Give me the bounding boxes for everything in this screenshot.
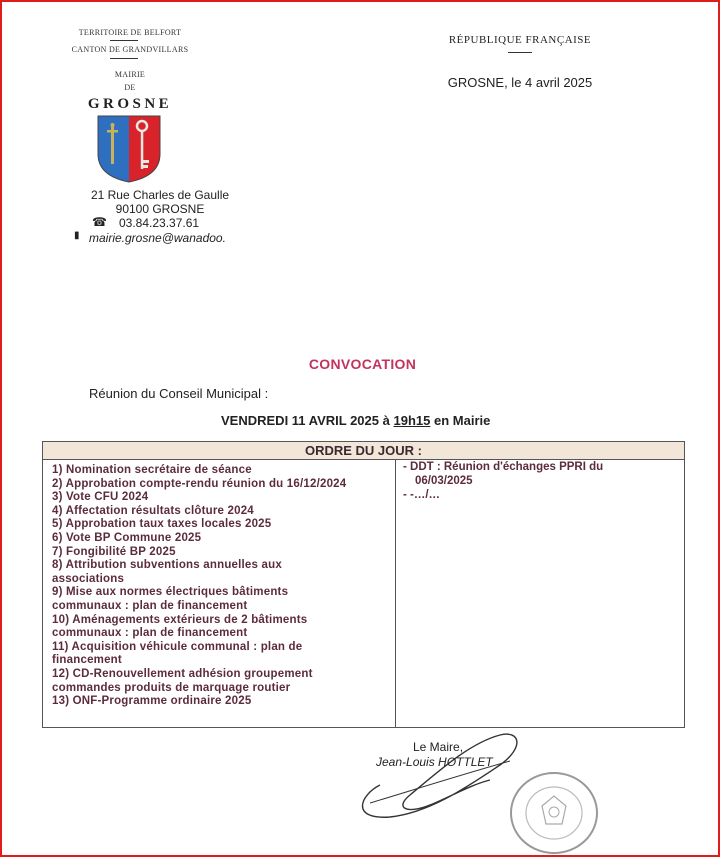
- list-item: 11) Acquisition véhicule communal : plan de: [52, 640, 303, 653]
- meeting-intro: Réunion du Conseil Municipal :: [89, 386, 269, 401]
- list-item: 5) Approbation taux taxes locales 2025: [52, 518, 272, 531]
- list-item: 7) Fongibilité BP 2025: [52, 545, 176, 558]
- de-label: DE: [124, 83, 136, 92]
- signatory-name: Jean-Louis HOTTLET: [376, 755, 493, 769]
- address-city: 90100 GROSNE: [115, 202, 205, 216]
- list-item: commandes produits de marquage routier: [52, 681, 291, 694]
- meeting-day: VENDREDI 11 AVRIL 2025: [221, 413, 379, 428]
- mail-icon: ▮: [74, 230, 80, 241]
- misc-item-date: 06/03/2025: [415, 475, 473, 487]
- meeting-date-line: [221, 413, 490, 428]
- meeting-time: 19h15: [393, 413, 431, 428]
- date-line: GROSNE, le 4 avril 2025: [447, 75, 593, 90]
- address-street: 21 Rue Charles de Gaulle: [90, 188, 230, 202]
- list-item: communaux : plan de financement: [52, 627, 248, 640]
- meeting-place: en Mairie: [433, 413, 491, 428]
- separator: [508, 52, 532, 53]
- territory-label: TERRITOIRE DE BELFORT: [78, 28, 182, 37]
- agenda-header: ORDRE DU JOUR :: [43, 442, 684, 460]
- list-item: 10) Aménagements extérieurs de 2 bâtiments: [52, 613, 308, 626]
- separator: [110, 40, 138, 41]
- coat-of-arms-icon: [96, 114, 162, 184]
- meeting-at: à: [382, 413, 390, 428]
- list-item: associations: [52, 572, 125, 585]
- list-item: 2) Approbation compte-rendu réunion du 16/12/2024: [52, 477, 347, 490]
- list-item: 12) CD-Renouvellement adhésion groupement: [52, 667, 313, 680]
- mairie-stamp-icon: [508, 770, 600, 856]
- agenda-table: [42, 441, 685, 728]
- list-item: 13) ONF-Programme ordinaire 2025: [52, 695, 252, 708]
- phone-number: 03.84.23.37.61: [119, 216, 200, 230]
- commune-name: GROSNE: [87, 96, 173, 112]
- list-item: 1) Nomination secrétaire de séance: [52, 464, 252, 476]
- phone-icon: ☎: [92, 215, 107, 229]
- list-item: financement: [52, 654, 122, 667]
- agenda-items: [52, 464, 392, 709]
- signatory-title: Le Maire,: [413, 740, 464, 754]
- email-address: mairie.grosne@wanadoo.: [89, 231, 226, 245]
- document-title: CONVOCATION: [308, 356, 417, 372]
- misc-item: - DDT : Réunion d'échanges PPRI du: [403, 461, 604, 473]
- list-item: 6) Vote BP Commune 2025: [52, 531, 202, 544]
- misc-item: - -…/…: [403, 489, 441, 501]
- canton-label: CANTON DE GRANDVILLARS: [71, 45, 189, 54]
- misc-items: [403, 460, 681, 502]
- list-item: 4) Affectation résultats clôture 2024: [52, 504, 254, 517]
- column-divider: [395, 459, 396, 727]
- list-item: 9) Mise aux normes électriques bâtiments: [52, 586, 289, 599]
- republic-label: RÉPUBLIQUE FRANÇAISE: [448, 34, 592, 46]
- list-item: 3) Vote CFU 2024: [52, 491, 149, 504]
- separator: [110, 58, 138, 59]
- list-item: communaux : plan de financement: [52, 599, 248, 612]
- list-item: 8) Attribution subventions annuelles aux: [52, 559, 282, 572]
- mairie-label: MAIRIE: [114, 70, 146, 79]
